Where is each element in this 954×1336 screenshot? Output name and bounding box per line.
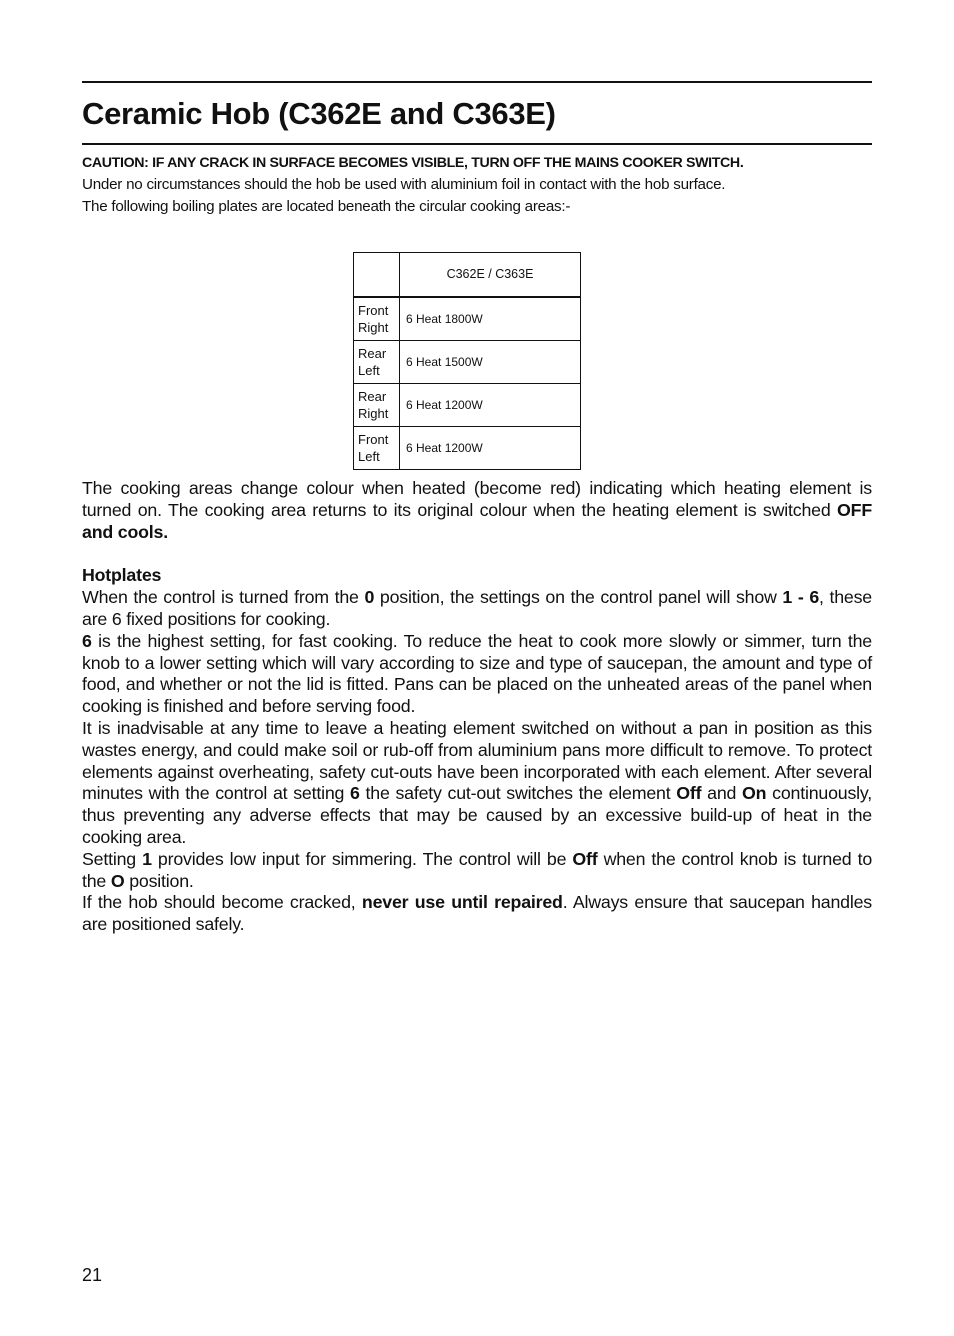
rating-cell: 6 Heat 1800W	[400, 297, 581, 341]
body-text	[82, 478, 872, 936]
page-title: Ceramic Hob (C362E and C363E)	[82, 96, 556, 131]
rating-cell: 6 Heat 1200W	[400, 427, 581, 470]
table-row	[354, 427, 581, 470]
rating-cell: 6 Heat 1200W	[400, 384, 581, 427]
table-header-models: C362E / C363E	[400, 253, 581, 298]
caution-notice: CAUTION: IF ANY CRACK IN SURFACE BECOMES VISIBLE, TURN OFF THE MAINS COOKER SWITCH.	[82, 155, 744, 171]
hotplates-paragraph-2: 6 is the highest setting, for fast cooking. To reduce the heat to cook more slowly or simmer, turn the knob to a lower setting which will vary according to size and type of saucepan, the amount and type of food, and whether or not the lid is fitted. Pans can be placed on the unheated areas of the panel when cooking is finished and before serving food.	[82, 630, 872, 717]
table-row	[354, 384, 581, 427]
hotplates-heading: Hotplates	[82, 565, 162, 586]
top-rule	[82, 81, 872, 83]
intro-text	[82, 174, 882, 217]
position-cell: Front Left	[354, 427, 400, 470]
position-cell: Rear Left	[354, 341, 400, 384]
hotplates-paragraph-1: When the control is turned from the 0 position, the settings on the control panel will show 1 - 6, these are 6 fixed positions for cooking.	[82, 587, 872, 629]
paragraph-gap	[82, 543, 872, 565]
table-row	[354, 341, 581, 384]
boiling-plates-table	[353, 252, 581, 470]
colour-paragraph: The cooking areas change colour when heated (become red) indicating which heating element is turned on. The cooking area returns to its original colour when the heating element is switched OFF and cools.	[82, 478, 872, 542]
hotplates-paragraph-4: Setting 1 provides low input for simmering. The control will be Off when the control knob is turned to the O position.	[82, 848, 873, 891]
title-rule	[82, 143, 872, 145]
hotplates-paragraph-5: If the hob should become cracked, never use until repaired. Always ensure that saucepan handles are positioned safely.	[82, 892, 873, 935]
page-number: 21	[82, 1265, 103, 1285]
hotplates-paragraph-3: It is inadvisable at any time to leave a heating element switched on without a pan in position as this wastes energy, and could make soil or rub-off from aluminium pans more difficult to remove. To protect elements against overheating, safety cut-outs have been incorporated with each element. After several minutes with the control at setting 6 the safety cut-out switches the element Off and On continuously, thus preventing any adverse effects that may be caused by an excessive build-up of heat in the cooking area.	[82, 717, 873, 847]
position-cell: Front Right	[354, 297, 400, 341]
intro-line-2: The following boiling plates are located beneath the circular cooking areas:-	[82, 197, 571, 215]
position-cell: Rear Right	[354, 384, 400, 427]
table-header-empty-cell	[354, 253, 400, 298]
table-header-row	[354, 253, 581, 298]
intro-line-1: Under no circumstances should the hob be used with aluminium foil in contact with the hob surface.	[82, 176, 726, 193]
table-row	[354, 297, 581, 341]
rating-cell: 6 Heat 1500W	[400, 341, 581, 384]
